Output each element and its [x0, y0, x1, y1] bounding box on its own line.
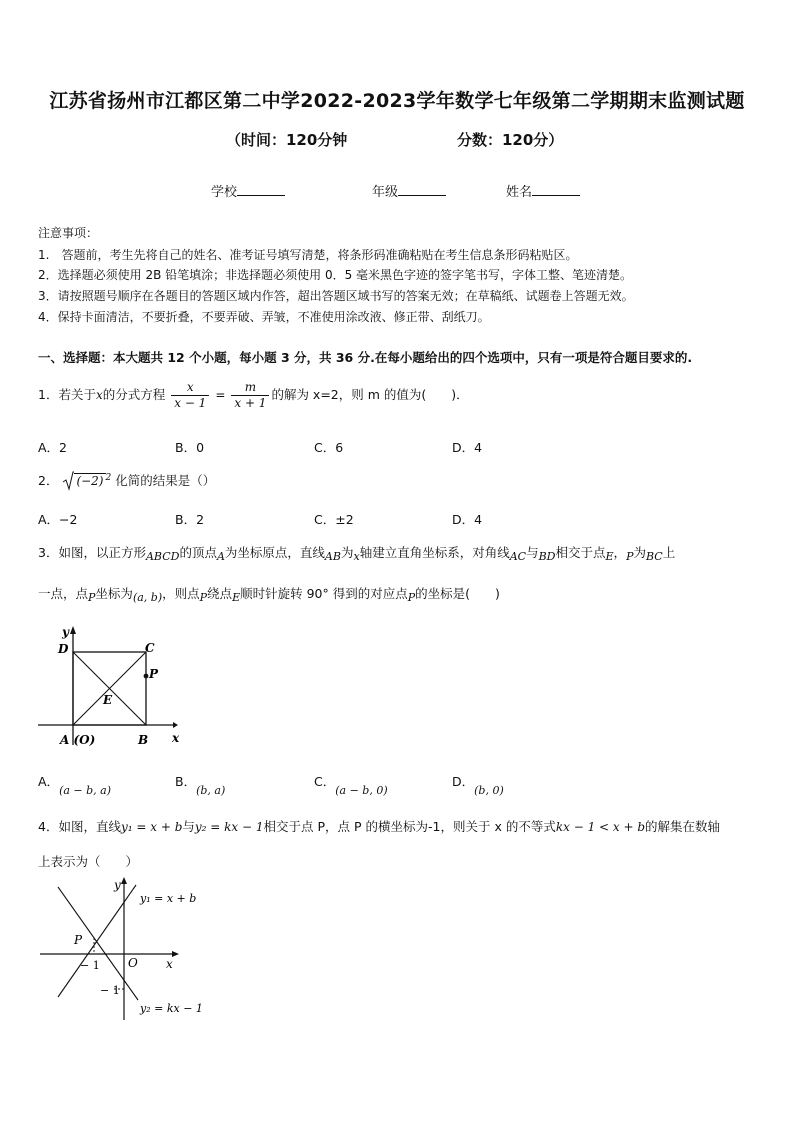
exam-time: （时间：120分钟	[226, 131, 348, 149]
q3-e2: E	[232, 591, 241, 604]
q3-opt-b-value: (b, a)	[196, 784, 226, 797]
x-arrow-icon	[173, 722, 178, 728]
q3-t3: 为坐标原点，直线	[224, 545, 325, 560]
q3-t1: 3．如图，以正方形	[38, 545, 146, 560]
question-1	[38, 380, 469, 411]
q3-ab: AB	[324, 550, 341, 563]
q3-t2: 的顶点	[179, 545, 217, 560]
q3-t15: 顺时针旋转 90° 得到的对应点	[240, 586, 408, 601]
note-item-1: 1. 答题前，考生先将自己的姓名、准考证号填写清楚，将条形码准确粘贴在考生信息条形码粘贴区。	[38, 248, 578, 262]
fig3-e-label: E	[103, 693, 113, 707]
q3-t7: 相交于点	[555, 545, 606, 560]
radical-sign-icon	[62, 471, 74, 491]
fig3-y-label: y	[62, 625, 69, 639]
q4-y1: y₁ = x + b	[120, 820, 183, 834]
note-item-4: 4．保持卡面清洁，不要折叠，不要弄破、弄皱，不准使用涂改液、修正带、刮纸刀。	[38, 310, 490, 324]
q2-option-a[interactable]: A．−2	[38, 512, 78, 527]
q3-opt-c-value: (a − b, 0)	[335, 784, 388, 797]
q3-option-b[interactable]	[175, 772, 226, 797]
q3-t6: 与	[526, 545, 539, 560]
q2-option-d[interactable]: D．4	[452, 512, 483, 527]
q3-opt-c-label: C．	[314, 774, 336, 789]
q3-t8: ，	[613, 545, 627, 560]
q3-e: E	[605, 550, 614, 563]
q1-text-c: 的解为 x=2，则 m 的值为( )．	[271, 387, 469, 402]
q3-opt-a-label: A．	[38, 774, 60, 789]
q3-t11: 一点，点	[38, 586, 89, 601]
q3-opt-a-value: (a − b, a)	[59, 784, 112, 797]
question-3-line-1	[38, 543, 675, 561]
q1-text-a: 1．若关于	[38, 387, 96, 402]
q3-x: x	[353, 550, 360, 563]
line-y2	[58, 887, 138, 1000]
q1-text-b: 的分式方程	[102, 387, 166, 402]
name-label: 姓名	[506, 185, 533, 200]
fig4-x-label: x	[166, 957, 173, 971]
q1-var: x	[95, 388, 103, 402]
q3-opt-b-label: B．	[175, 774, 197, 789]
q1-fraction-1	[171, 380, 209, 411]
fig4-line2-label: y₂ = kx − 1	[140, 1002, 203, 1015]
q3-ac: AC	[509, 550, 527, 563]
q3-coord: (a, b)	[132, 591, 163, 604]
fig3-b-label: B	[138, 733, 149, 747]
q3-t10: 上	[662, 545, 676, 560]
q4-t1: 4．如图，直线	[38, 819, 121, 834]
q4-inequality: kx − 1 < x + b	[555, 820, 646, 834]
q3-t4: 为	[340, 545, 354, 560]
question-3-line-2	[38, 584, 500, 602]
q3-bc: BC	[645, 550, 663, 563]
q1-equals: =	[215, 388, 226, 402]
notes-heading: 注意事项：	[38, 226, 99, 240]
school-blank[interactable]	[237, 183, 285, 196]
name-blank[interactable]	[532, 183, 580, 196]
q4-t3: 相交于点 P，点 P 的横坐标为-1，则关于 x 的不等式	[263, 819, 556, 834]
q1-f2-num: m	[231, 380, 269, 396]
q4-figure	[38, 872, 218, 1022]
q1-fraction-2	[231, 380, 269, 411]
q2-option-c[interactable]: C．±2	[314, 512, 354, 527]
fig3-p-label: P	[149, 667, 159, 681]
q2-text: 化简的结果是（）	[115, 473, 216, 488]
y-arrow-icon	[121, 877, 127, 884]
q2-number: 2．	[38, 473, 59, 488]
grade-blank[interactable]	[398, 183, 446, 196]
q1-f2-den: x + 1	[234, 396, 267, 410]
question-2	[38, 471, 215, 489]
school-field	[211, 181, 285, 200]
fig3-c-label: C	[145, 641, 155, 655]
q4-t2: 与	[182, 819, 195, 834]
y-arrow-icon	[70, 626, 76, 634]
q4-t4: 的解集在数轴	[645, 819, 721, 834]
q2-exponent: 2	[105, 472, 112, 483]
q1-option-d[interactable]: D．4	[452, 440, 483, 455]
q1-f1-den: x − 1	[174, 396, 207, 410]
note-item-3: 3．请按照题号顺序在各题目的答题区域内作答，超出答题区域书写的答案无效；在草稿纸、试题卷上答题无效。	[38, 289, 634, 303]
point-p	[144, 674, 149, 679]
q1-f1-num: x	[171, 380, 209, 396]
question-4-line-2: 上表示为（ ）	[38, 854, 139, 869]
page-title: 江苏省扬州市江都区第二中学2022-2023学年数学七年级第二学期期末监测试题	[49, 90, 745, 112]
fig3-x-label: x	[172, 731, 180, 745]
q3-opt-d-value: (b, 0)	[474, 784, 504, 797]
q3-option-d[interactable]	[452, 772, 504, 797]
q3-t16: 的坐标是( )	[415, 586, 500, 601]
q2-radical	[62, 473, 111, 488]
section-heading: 一、选择题：本大题共 12 个小题，每小题 3 分，共 36 分.在每小题给出的四个选项中，只有一项是符合题目要求的.	[38, 350, 693, 365]
fig4-y-label: y	[114, 878, 121, 892]
q3-p4: P	[407, 591, 416, 604]
q3-t14: 绕点	[207, 586, 233, 601]
question-4-line-1	[38, 817, 720, 835]
q3-abcd: ABCD	[145, 550, 180, 563]
q3-bd: BD	[538, 550, 556, 563]
exam-score: 分数：120分）	[457, 131, 564, 149]
q1-option-a[interactable]: A．2	[38, 440, 68, 455]
q3-a: A	[216, 550, 225, 563]
fig3-a-label: A (O)	[60, 733, 96, 747]
q3-p: P	[626, 550, 634, 563]
q1-option-c[interactable]: C．6	[314, 440, 344, 455]
q2-option-b[interactable]: B．2	[175, 512, 205, 527]
fig4-neg1-x: − 1	[80, 959, 100, 972]
q3-t5: 轴建立直角坐标系，对角线	[359, 545, 510, 560]
q3-t13: ，则点	[162, 586, 200, 601]
fig3-d-label: D	[58, 642, 69, 656]
grade-field	[372, 181, 446, 200]
q4-y2: y₂ = kx − 1	[194, 820, 264, 834]
q3-option-a[interactable]	[38, 772, 112, 797]
fig4-neg1-y: − 1	[100, 984, 120, 997]
x-arrow-icon	[172, 951, 179, 957]
q1-option-b[interactable]: B．0	[175, 440, 205, 455]
q3-opt-d-label: D．	[452, 774, 475, 789]
q3-option-c[interactable]	[314, 772, 388, 797]
name-field	[506, 181, 580, 200]
fig4-origin-label: O	[128, 956, 138, 970]
q3-p3: P	[199, 591, 208, 604]
note-item-2: 2．选择题必须使用 2B 铅笔填涂；非选择题必须使用 0．5 毫米黑色字迹的签字笔书写，字体工整、笔迹清楚。	[38, 268, 633, 282]
fig4-p-label: P	[74, 933, 83, 947]
grade-label: 年级	[372, 185, 399, 200]
q3-t9: 为	[633, 545, 646, 560]
q3-p2: P	[88, 591, 96, 604]
fig4-line1-label: y₁ = x + b	[140, 892, 197, 905]
q3-figure	[38, 620, 188, 750]
school-label: 学校	[211, 185, 238, 200]
q2-radicand: (−2)	[76, 474, 104, 488]
q3-t12: 坐标为	[95, 586, 133, 601]
